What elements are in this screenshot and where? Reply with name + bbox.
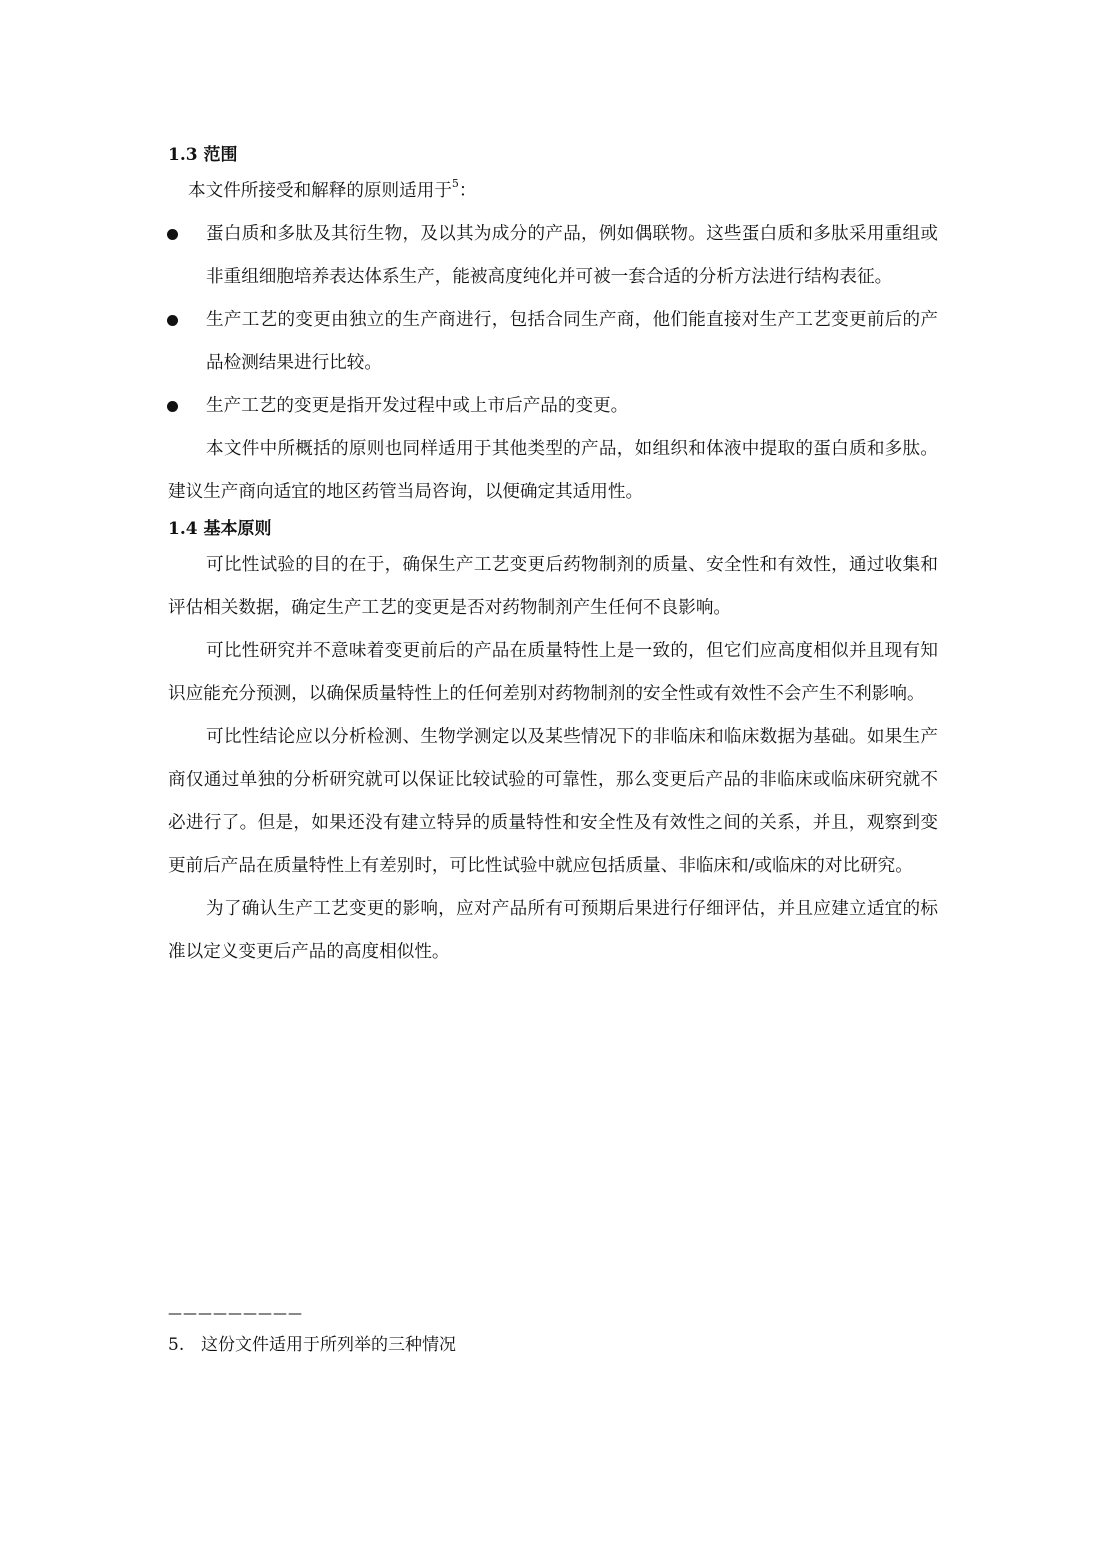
footnote — [168, 1330, 456, 1360]
footnote-number: 5. — [168, 1335, 185, 1355]
bullet-dot-icon — [167, 401, 178, 412]
scope-bullet-item — [168, 299, 938, 385]
main-content — [168, 140, 938, 974]
scope-bullet-text: 生产工艺的变更是指开发过程中或上市后产品的变更。 — [206, 396, 629, 416]
scope-bullet-item — [168, 213, 938, 299]
principles-paragraph: 可比性研究并不意味着变更前后的产品在质量特性上是一致的，但它们应高度相似并且现有知识应能充分预测，以确保质量特性上的任何差别对药物制剂的安全性或有效性不会产生不利影响。 — [168, 641, 938, 704]
scope-bullet-list — [168, 213, 938, 428]
section-heading-scope: 1.3 范围 — [168, 145, 238, 165]
principles-paragraph: 为了确认生产工艺变更的影响，应对产品所有可预期后果进行仔细评估，并且应建立适宜的标准以定义变更后产品的高度相似性。 — [168, 899, 938, 962]
section-heading-principles: 1.4 基本原则 — [168, 519, 272, 539]
scope-intro-colon: ： — [458, 181, 477, 201]
scope-intro-text: 本文件所接受和解释的原则适用于 — [188, 181, 452, 201]
principles-paragraph: 可比性结论应以分析检测、生物学测定以及某些情况下的非临床和临床数据为基础。如果生产商仅通过单独的分析研究就可以保证比较试验的可靠性，那么变更后产品的非临床或临床研究就不必进行了。但是，如果还没有建立特异的质量特性和安全性及有效性之间的关系，并且，观察到变更前后产品在质量特性上有差别时，可比性试验中就应包括质量、非临床和/或临床的对比研究。 — [168, 727, 938, 876]
footnote-separator: ————————— — [168, 1306, 303, 1322]
bullet-dot-icon — [167, 315, 178, 326]
footnote-text: 这份文件适用于所列举的三种情况 — [201, 1335, 456, 1355]
scope-bullet-text: 生产工艺的变更由独立的生产商进行，包括合同生产商，他们能直接对生产工艺变更前后的产品检测结果进行比较。 — [206, 310, 938, 373]
footnote-ref-5[interactable]: 5 — [451, 177, 459, 191]
scope-intro — [168, 170, 938, 213]
bullet-dot-icon — [167, 229, 178, 240]
scope-bullet-text: 蛋白质和多肽及其衍生物，及以其为成分的产品，例如偶联物。这些蛋白质和多肽采用重组或非重组细胞培养表达体系生产，能被高度纯化并可被一套合适的分析方法进行结构表征。 — [206, 224, 938, 287]
scope-closing-paragraph: 本文件中所概括的原则也同样适用于其他类型的产品，如组织和体液中提取的蛋白质和多肽。建议生产商向适宜的地区药管当局咨询，以便确定其适用性。 — [168, 439, 938, 502]
principles-paragraph: 可比性试验的目的在于，确保生产工艺变更后药物制剂的质量、安全性和有效性，通过收集和评估相关数据，确定生产工艺的变更是否对药物制剂产生任何不良影响。 — [168, 555, 938, 618]
scope-bullet-item — [168, 385, 938, 428]
